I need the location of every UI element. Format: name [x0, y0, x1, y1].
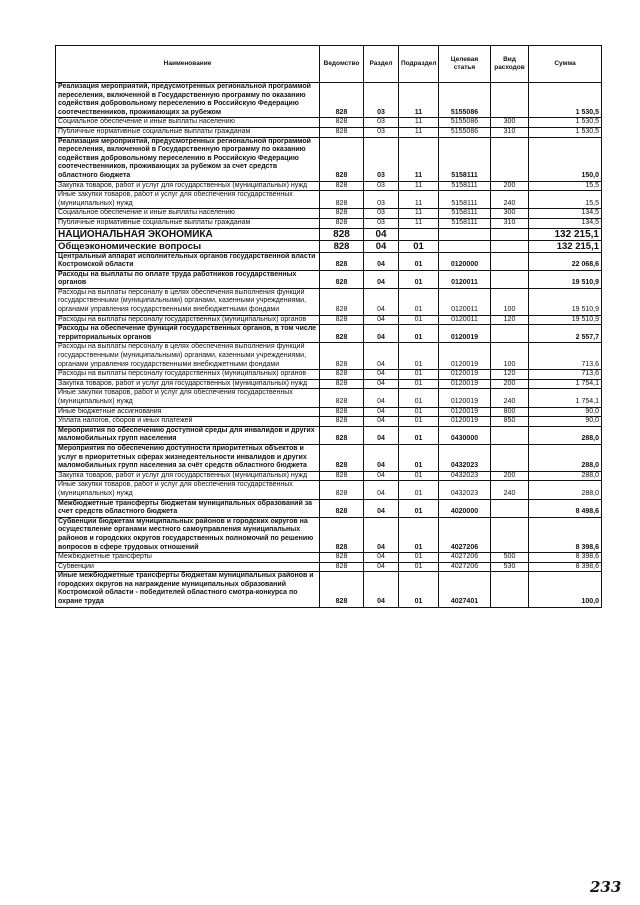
cell-pod: 01: [399, 370, 439, 380]
cell-razd: 03: [364, 209, 399, 219]
cell-cel: 0120011: [439, 270, 491, 288]
cell-pod: 01: [399, 240, 439, 252]
table-header-row: [56, 46, 602, 83]
cell-pod: 01: [399, 407, 439, 417]
cell-razd: 04: [364, 315, 399, 325]
table-row: [56, 553, 602, 563]
cell-razd: 04: [364, 517, 399, 552]
cell-name: Расходы на выплаты персоналу в целях обеспечения выполнения функций государственными (муниципальными) органами, казенными учреждениями, органами управления государственными внебюджетными фондами: [56, 288, 320, 315]
cell-sum: 288,0: [529, 426, 602, 444]
cell-ved: 828: [320, 517, 364, 552]
cell-ved: 828: [320, 209, 364, 219]
cell-ved: 828: [320, 288, 364, 315]
cell-cel: 0120019: [439, 417, 491, 427]
cell-razd: 04: [364, 288, 399, 315]
cell-cel: 5155086: [439, 127, 491, 137]
cell-ved: 828: [320, 389, 364, 407]
cell-cel: 0120011: [439, 288, 491, 315]
table-row: [56, 181, 602, 191]
table-row: [56, 325, 602, 343]
cell-pod: 01: [399, 572, 439, 607]
cell-ved: 828: [320, 481, 364, 499]
cell-sum: 713,6: [529, 370, 602, 380]
cell-vid: 100: [491, 288, 529, 315]
table-row: [56, 481, 602, 499]
cell-pod: 11: [399, 127, 439, 137]
table-row: [56, 288, 602, 315]
cell-name: Иные бюджетные ассигнования: [56, 407, 320, 417]
table-row: [56, 270, 602, 288]
table-row: [56, 407, 602, 417]
cell-pod: 01: [399, 426, 439, 444]
cell-ved: 828: [320, 471, 364, 481]
cell-cel: 4027206: [439, 562, 491, 572]
cell-name: Публичные нормативные социальные выплаты гражданам: [56, 218, 320, 228]
cell-razd: 04: [364, 270, 399, 288]
cell-cel: 4020000: [439, 499, 491, 517]
cell-ved: 828: [320, 325, 364, 343]
cell-ved: 828: [320, 270, 364, 288]
cell-cel: 0432023: [439, 444, 491, 471]
cell-razd: 04: [364, 562, 399, 572]
cell-cel: 5158111: [439, 218, 491, 228]
cell-pod: 01: [399, 379, 439, 389]
cell-vid: 200: [491, 181, 529, 191]
cell-vid: 800: [491, 407, 529, 417]
cell-razd: 04: [364, 325, 399, 343]
cell-sum: 19 510,9: [529, 270, 602, 288]
cell-sum: 100,0: [529, 572, 602, 607]
cell-name: Межбюджетные трансферты бюджетам муниципальных образований за счет средств областного бюджета: [56, 499, 320, 517]
cell-razd: 04: [364, 252, 399, 270]
cell-vid: [491, 83, 529, 118]
table-body: [56, 83, 602, 608]
cell-sum: 288,0: [529, 444, 602, 471]
cell-vid: [491, 444, 529, 471]
cell-sum: 8 398,6: [529, 553, 602, 563]
cell-name: Социальное обеспечение и иные выплаты населению: [56, 209, 320, 219]
cell-sum: 8 498,6: [529, 499, 602, 517]
cell-razd: 04: [364, 343, 399, 370]
budget-table-page: [55, 45, 601, 608]
cell-pod: 01: [399, 553, 439, 563]
cell-cel: 4027401: [439, 572, 491, 607]
cell-name: Общеэкономические вопросы: [56, 240, 320, 252]
table-row: [56, 343, 602, 370]
cell-razd: 04: [364, 228, 399, 240]
cell-sum: 90,0: [529, 407, 602, 417]
cell-pod: 01: [399, 343, 439, 370]
cell-cel: 0120000: [439, 252, 491, 270]
cell-name: Иные межбюджетные трансферты бюджетам муниципальных районов и городских округов на награждение муниципальных образований Костромской области - победителей областного смотра-конкурса по охране труда: [56, 572, 320, 607]
cell-ved: 828: [320, 181, 364, 191]
budget-table: [55, 45, 602, 608]
cell-name: Реализация мероприятий, предусмотренных региональной программой переселения, включенной в Государственную программу по оказанию содействия добровольному переселению в Российскую Федерацию соотечественников, проживающих за рубежом: [56, 83, 320, 118]
table-row: [56, 562, 602, 572]
cell-ved: 828: [320, 315, 364, 325]
table-row: [56, 137, 602, 181]
cell-vid: 200: [491, 471, 529, 481]
cell-sum: 8 398,6: [529, 517, 602, 552]
cell-cel: 5158111: [439, 209, 491, 219]
cell-cel: 0120019: [439, 343, 491, 370]
cell-pod: 01: [399, 417, 439, 427]
cell-vid: 120: [491, 315, 529, 325]
cell-name: Расходы на выплаты по оплате труда работников государственных органов: [56, 270, 320, 288]
cell-pod: 01: [399, 444, 439, 471]
cell-sum: 19 510,9: [529, 315, 602, 325]
cell-ved: 828: [320, 562, 364, 572]
cell-ved: 828: [320, 228, 364, 240]
cell-vid: 100: [491, 343, 529, 370]
header-cel: Целевая статья: [439, 46, 491, 83]
cell-pod: 01: [399, 471, 439, 481]
cell-vid: [491, 270, 529, 288]
cell-vid: [491, 325, 529, 343]
cell-ved: 828: [320, 118, 364, 128]
cell-vid: 300: [491, 118, 529, 128]
page-number: 233: [590, 878, 622, 896]
cell-pod: 01: [399, 315, 439, 325]
header-sum: Сумма: [529, 46, 602, 83]
cell-name: Иные закупки товаров, работ и услуг для обеспечения государственных (муниципальных) нужд: [56, 191, 320, 209]
cell-vid: 240: [491, 481, 529, 499]
cell-cel: [439, 240, 491, 252]
cell-sum: 1 754,1: [529, 379, 602, 389]
cell-razd: 04: [364, 572, 399, 607]
cell-ved: 828: [320, 499, 364, 517]
cell-razd: 04: [364, 426, 399, 444]
cell-ved: 828: [320, 426, 364, 444]
cell-sum: 713,6: [529, 343, 602, 370]
cell-cel: 4027206: [439, 553, 491, 563]
table-row: [56, 389, 602, 407]
cell-vid: 500: [491, 553, 529, 563]
cell-vid: 850: [491, 417, 529, 427]
cell-vid: [491, 240, 529, 252]
cell-ved: 828: [320, 137, 364, 181]
cell-ved: 828: [320, 127, 364, 137]
cell-cel: 0432023: [439, 481, 491, 499]
cell-name: Межбюджетные трансферты: [56, 553, 320, 563]
cell-cel: 5158111: [439, 181, 491, 191]
table-row: [56, 499, 602, 517]
cell-ved: 828: [320, 407, 364, 417]
cell-razd: 03: [364, 181, 399, 191]
cell-razd: 04: [364, 407, 399, 417]
table-row: [56, 127, 602, 137]
table-row: [56, 315, 602, 325]
cell-name: Расходы на обеспечение функций государственных органов, в том числе территориальных органов: [56, 325, 320, 343]
cell-cel: 5155086: [439, 83, 491, 118]
cell-sum: 288,0: [529, 481, 602, 499]
cell-pod: 11: [399, 83, 439, 118]
cell-name: НАЦИОНАЛЬНАЯ ЭКОНОМИКА: [56, 228, 320, 240]
cell-pod: 01: [399, 499, 439, 517]
header-pod: Подраздел: [399, 46, 439, 83]
cell-vid: 120: [491, 370, 529, 380]
cell-pod: [399, 228, 439, 240]
cell-sum: 1 754,1: [529, 389, 602, 407]
cell-sum: 8 398,6: [529, 562, 602, 572]
table-row: [56, 572, 602, 607]
cell-sum: 1 530,5: [529, 83, 602, 118]
cell-pod: 01: [399, 517, 439, 552]
table-row: [56, 379, 602, 389]
cell-vid: [491, 137, 529, 181]
cell-sum: 288,0: [529, 471, 602, 481]
cell-sum: 1 530,5: [529, 118, 602, 128]
cell-sum: 132 215,1: [529, 240, 602, 252]
cell-name: Закупка товаров, работ и услуг для государственных (муниципальных) нужд: [56, 181, 320, 191]
cell-pod: 11: [399, 137, 439, 181]
cell-sum: 22 068,6: [529, 252, 602, 270]
cell-razd: 04: [364, 240, 399, 252]
table-row: [56, 209, 602, 219]
cell-cel: [439, 228, 491, 240]
cell-sum: 134,5: [529, 209, 602, 219]
cell-name: Реализация мероприятий, предусмотренных региональной программой переселения, включенной в Государственную программу по оказанию содействия добровольному переселению в Российскую Федерацию соотечественников, проживающих за рубежом за счет средств областного бюджета: [56, 137, 320, 181]
cell-vid: [491, 426, 529, 444]
cell-vid: 300: [491, 209, 529, 219]
header-name: Наименование: [56, 46, 320, 83]
cell-sum: 90,0: [529, 417, 602, 427]
cell-cel: 0120019: [439, 370, 491, 380]
cell-name: Расходы на выплаты персоналу государственных (муниципальных) органов: [56, 315, 320, 325]
table-row: [56, 240, 602, 252]
cell-name: Мероприятия по обеспечению доступности приоритетных объектов и услуг в приоритетных сферах жизнедеятельности инвалидов и других маломобильных групп населения за счёт средств областного бюджета: [56, 444, 320, 471]
cell-ved: 828: [320, 191, 364, 209]
cell-sum: 2 557,7: [529, 325, 602, 343]
cell-ved: 828: [320, 444, 364, 471]
cell-cel: 0120019: [439, 379, 491, 389]
cell-name: Расходы на выплаты персоналу государственных (муниципальных) органов: [56, 370, 320, 380]
cell-ved: 828: [320, 343, 364, 370]
cell-pod: 01: [399, 325, 439, 343]
cell-sum: 15,5: [529, 191, 602, 209]
cell-razd: 04: [364, 389, 399, 407]
table-row: [56, 218, 602, 228]
cell-razd: 03: [364, 127, 399, 137]
cell-razd: 03: [364, 137, 399, 181]
cell-vid: 240: [491, 191, 529, 209]
cell-cel: 0120019: [439, 325, 491, 343]
cell-cel: 5155086: [439, 118, 491, 128]
cell-pod: 11: [399, 218, 439, 228]
cell-razd: 04: [364, 444, 399, 471]
cell-razd: 04: [364, 553, 399, 563]
cell-cel: 4027206: [439, 517, 491, 552]
cell-razd: 03: [364, 191, 399, 209]
table-row: [56, 471, 602, 481]
cell-razd: 04: [364, 481, 399, 499]
table-row: [56, 517, 602, 552]
cell-razd: 04: [364, 379, 399, 389]
cell-name: Социальное обеспечение и иные выплаты населению: [56, 118, 320, 128]
cell-pod: 01: [399, 481, 439, 499]
cell-razd: 04: [364, 417, 399, 427]
cell-razd: 03: [364, 218, 399, 228]
cell-ved: 828: [320, 83, 364, 118]
cell-name: Закупка товаров, работ и услуг для государственных (муниципальных) нужд: [56, 379, 320, 389]
cell-cel: 0432023: [439, 471, 491, 481]
cell-name: Субвенции: [56, 562, 320, 572]
cell-cel: 0120019: [439, 389, 491, 407]
table-row: [56, 444, 602, 471]
cell-pod: 11: [399, 118, 439, 128]
cell-sum: 15,5: [529, 181, 602, 191]
table-row: [56, 417, 602, 427]
cell-name: Расходы на выплаты персоналу в целях обеспечения выполнения функций государственными (муниципальными) органами, казенными учреждениями, органами управления государственными внебюджетными фондами: [56, 343, 320, 370]
cell-cel: 5158111: [439, 191, 491, 209]
table-row: [56, 370, 602, 380]
cell-ved: 828: [320, 572, 364, 607]
table-row: [56, 426, 602, 444]
cell-vid: 310: [491, 218, 529, 228]
cell-name: Закупка товаров, работ и услуг для государственных (муниципальных) нужд: [56, 471, 320, 481]
cell-ved: 828: [320, 240, 364, 252]
cell-ved: 828: [320, 553, 364, 563]
cell-pod: 01: [399, 288, 439, 315]
cell-razd: 03: [364, 83, 399, 118]
cell-name: Публичные нормативные социальные выплаты гражданам: [56, 127, 320, 137]
cell-vid: [491, 572, 529, 607]
cell-sum: 134,5: [529, 218, 602, 228]
cell-ved: 828: [320, 417, 364, 427]
cell-pod: 11: [399, 191, 439, 209]
cell-cel: 0430000: [439, 426, 491, 444]
cell-name: Иные закупки товаров, работ и услуг для обеспечения государственных (муниципальных) нужд: [56, 389, 320, 407]
cell-pod: 11: [399, 209, 439, 219]
table-row: [56, 191, 602, 209]
cell-vid: 200: [491, 379, 529, 389]
cell-pod: 01: [399, 562, 439, 572]
cell-vid: [491, 499, 529, 517]
cell-ved: 828: [320, 218, 364, 228]
cell-pod: 11: [399, 181, 439, 191]
cell-vid: 530: [491, 562, 529, 572]
table-row: [56, 228, 602, 240]
cell-sum: 132 215,1: [529, 228, 602, 240]
cell-pod: 01: [399, 389, 439, 407]
cell-name: Центральный аппарат исполнительных органов государственной власти Костромской области: [56, 252, 320, 270]
cell-vid: [491, 228, 529, 240]
cell-sum: 19 510,9: [529, 288, 602, 315]
cell-name: Мероприятия по обеспечению доступной среды для инвалидов и других маломобильных групп населения: [56, 426, 320, 444]
cell-sum: 150,0: [529, 137, 602, 181]
cell-vid: 310: [491, 127, 529, 137]
cell-ved: 828: [320, 379, 364, 389]
cell-razd: 04: [364, 499, 399, 517]
cell-ved: 828: [320, 252, 364, 270]
header-ved: Ведомство: [320, 46, 364, 83]
cell-cel: 0120019: [439, 407, 491, 417]
cell-razd: 04: [364, 370, 399, 380]
cell-name: Уплата налогов, сборов и иных платежей: [56, 417, 320, 427]
cell-name: Субвенции бюджетам муниципальных районов и городских округов на осуществление органами местного самоуправления муниципальных районов и городских округов государственных полномочий по решению вопросов в сфере трудовых отношений: [56, 517, 320, 552]
cell-razd: 04: [364, 471, 399, 481]
cell-vid: [491, 517, 529, 552]
cell-cel: 5158111: [439, 137, 491, 181]
cell-vid: 240: [491, 389, 529, 407]
cell-pod: 01: [399, 252, 439, 270]
cell-vid: [491, 252, 529, 270]
cell-razd: 03: [364, 118, 399, 128]
table-row: [56, 83, 602, 118]
header-razd: Раздел: [364, 46, 399, 83]
cell-pod: 01: [399, 270, 439, 288]
header-vid: Вид расходов: [491, 46, 529, 83]
cell-name: Иные закупки товаров, работ и услуг для обеспечения государственных (муниципальных) нужд: [56, 481, 320, 499]
cell-ved: 828: [320, 370, 364, 380]
table-row: [56, 252, 602, 270]
table-row: [56, 118, 602, 128]
cell-sum: 1 530,5: [529, 127, 602, 137]
cell-cel: 0120011: [439, 315, 491, 325]
